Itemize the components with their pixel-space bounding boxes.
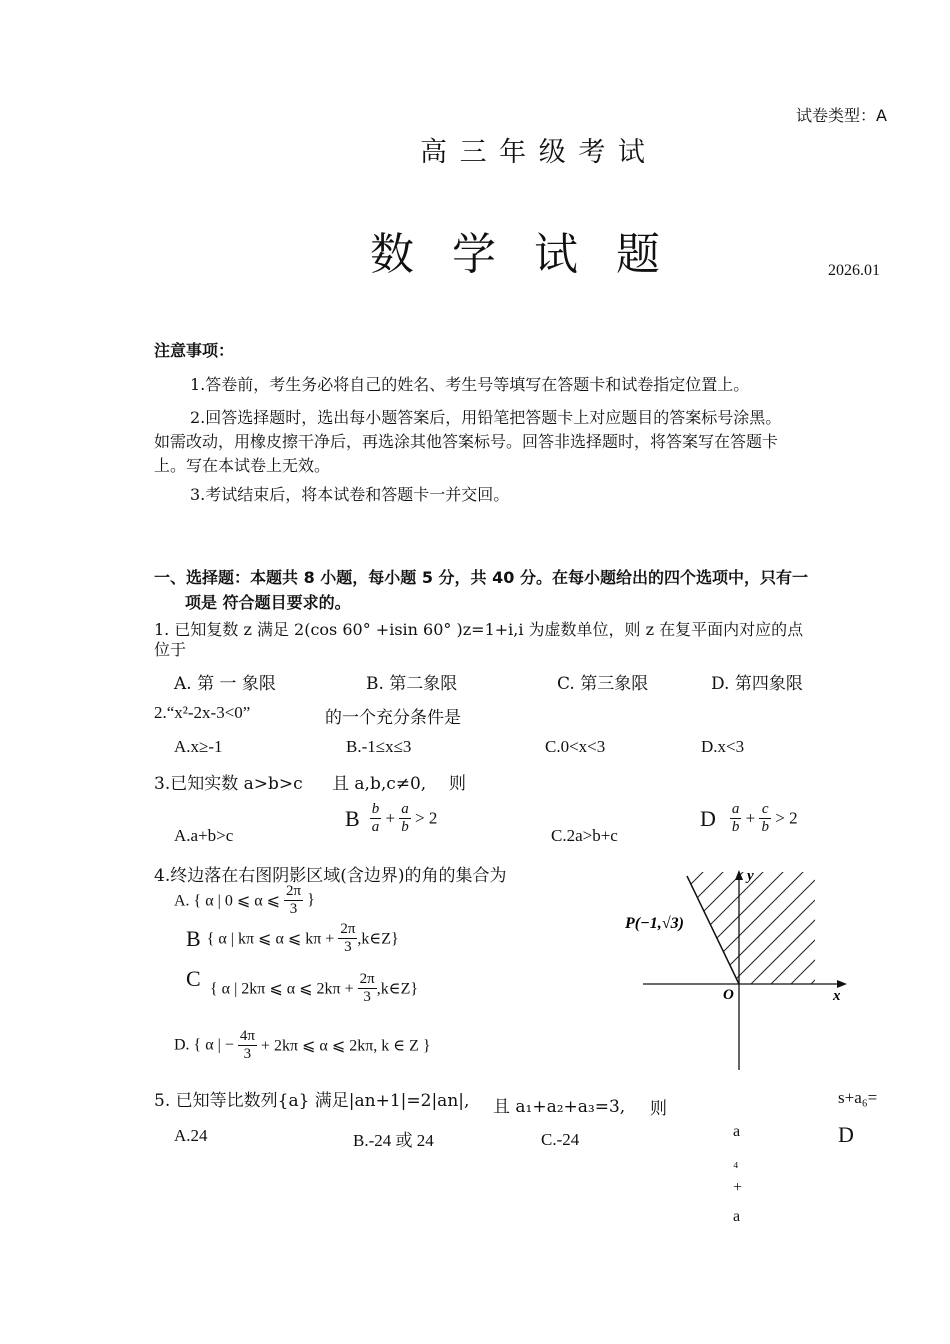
q3-stem-b: 且 a,b,c≠0, [332, 774, 427, 794]
q4-option-a-fraction: $\frac{2\pi}{3}$ [286, 883, 302, 917]
notice-item-2-line-1: 2.回答选择题时，选出每小题答案后，用铅笔把答题卡上对应题目的答案标号涂黑。 [190, 408, 782, 427]
exam-date: 2026.01 [828, 262, 880, 279]
q5-stem-d: s+a₆= [838, 1088, 878, 1107]
q5-option-b: B.-24 或 24 [353, 1131, 434, 1150]
q3-option-a: A.a+b>c [174, 826, 234, 845]
q5-stem-c: 则 [650, 1099, 667, 1119]
q5-fragment-4: a [733, 1208, 741, 1225]
exam-title: 高 三 年 级 考 试 [420, 137, 647, 168]
q1-option-b: B. 第二象限 [366, 674, 458, 694]
q5-stem-b: 且 a₁+a₂+a₃=3, [493, 1097, 626, 1117]
q5-fragment-3: + [733, 1179, 743, 1196]
q4-option-c-label: C [186, 966, 201, 991]
x-axis-arrow-icon [837, 980, 847, 988]
notice-item-2-line-2: 如需改动，用橡皮擦干净后，再选涂其他答案标号。回答非选择题时，将答案写在答题卡 [154, 432, 779, 451]
q3-option-c: C.2a>b+c [551, 826, 618, 845]
q4-option-a: A. { α | 0 ⩽ α ⩽ $\frac{2\pi}{3}$ } [174, 883, 315, 917]
q4-option-b-fraction: $\frac{2\pi}{3}$ [340, 921, 356, 955]
q3-stem-c: 则 [449, 774, 466, 794]
q4-option-d-fraction: $\frac{4\pi}{3}$ [239, 1028, 255, 1062]
q2-stem-a: 2.“x²-2x-3<0” [154, 703, 251, 722]
q2-option-d: D.x<3 [701, 737, 745, 756]
q3-option-b: B $\frac{b}{a}$ + $\frac{a}{b}$ > 2 [345, 801, 438, 835]
q5-option-a: A.24 [174, 1126, 208, 1145]
q3-option-d-fraction-2: $\frac{c}{b}$ [761, 801, 769, 835]
q4-option-b-label: B [186, 925, 201, 951]
point-p-label: P(−1,√3) [625, 915, 684, 932]
section1-heading-line-2: 项是 符合题目要求的。 [185, 593, 351, 612]
q1-stem-line-2: 位于 [154, 640, 187, 659]
q3-option-d: D $\frac{a}{b}$ + $\frac{c}{b}$ > 2 [700, 801, 798, 835]
q3-stem-a: 3.已知实数 a>b>c [154, 774, 303, 794]
q1-option-a: A. 第 一 象限 [174, 674, 276, 694]
subject-title: 数 学 试 题 [370, 229, 672, 280]
y-axis-arrow-icon [735, 870, 743, 880]
q4-figure [615, 860, 865, 1075]
q4-option-d: D. { α | − $\frac{4\pi}{3}$ + 2kπ ⩽ α ⩽ 2kπ, k ∈ Z } [174, 1028, 431, 1062]
section1-heading-line-1: 一、选择题：本题共 8 小题，每小题 5 分，共 40 分。在每小题给出的四个选项中，只有一 [154, 568, 808, 587]
q4-option-b: B { α | kπ ⩽ α ⩽ kπ + $\frac{2\pi}{3}$ ,k∈Z} [186, 921, 399, 955]
q5-option-c: C.-24 [541, 1130, 580, 1149]
q3-option-d-fraction-1: $\frac{a}{b}$ [731, 801, 740, 835]
paper-type: 试卷类型：A [796, 106, 887, 125]
q5-fragment-2: ₄ [733, 1152, 739, 1169]
q3-option-b-fraction-1: $\frac{b}{a}$ [371, 801, 380, 835]
terminal-side-op [687, 876, 739, 984]
q2-option-a: A.x≥-1 [174, 737, 223, 756]
y-axis-label: y [747, 868, 754, 884]
shaded-region [675, 870, 855, 1000]
q1-option-d: D. 第四象限 [711, 674, 803, 694]
q4-option-c-fraction: $\frac{2\pi}{3}$ [359, 971, 375, 1005]
q3-option-b-fraction-2: $\frac{a}{b}$ [401, 801, 409, 835]
notice-item-3: 3.考试结束后，将本试卷和答题卡一并交回。 [190, 485, 510, 504]
x-axis-label: x [833, 988, 841, 1004]
q5-stem-a: 5. 已知等比数列{a} 满足|an+1|=2|an|, [154, 1091, 470, 1111]
notice-item-2-line-3: 上。写在本试卷上无效。 [154, 456, 331, 475]
notice-item-1: 1.答卷前，考生务必将自己的姓名、考生号等填写在答题卡和试卷指定位置上。 [190, 375, 750, 394]
notice-heading: 注意事项： [154, 341, 235, 360]
q3-option-b-label: B [345, 805, 360, 831]
q2-stem-b: 的一个充分条件是 [325, 708, 461, 728]
q2-option-b: B.-1≤x≤3 [346, 737, 412, 756]
q1-option-c: C. 第三象限 [557, 674, 649, 694]
q1-stem-line-1: 1. 已知复数 z 满足 2(cos 60° +isin 60° )z=1+i,i 为虚数单位，则 z 在复平面内对应的点 [154, 620, 804, 639]
q4-option-c: { α | 2kπ ⩽ α ⩽ 2kπ + $\frac{2\pi}{3}$ ,k∈Z} [210, 971, 419, 1005]
q3-option-d-label: D [700, 805, 716, 831]
q4-stem: 4.终边落在右图阴影区域(含边界)的角的集合为 [154, 866, 507, 886]
q5-fragment-1: a [733, 1123, 741, 1140]
origin-label: O [723, 987, 734, 1003]
q5-option-d: D [838, 1122, 854, 1147]
q2-option-c: C.0<x<3 [545, 737, 606, 756]
